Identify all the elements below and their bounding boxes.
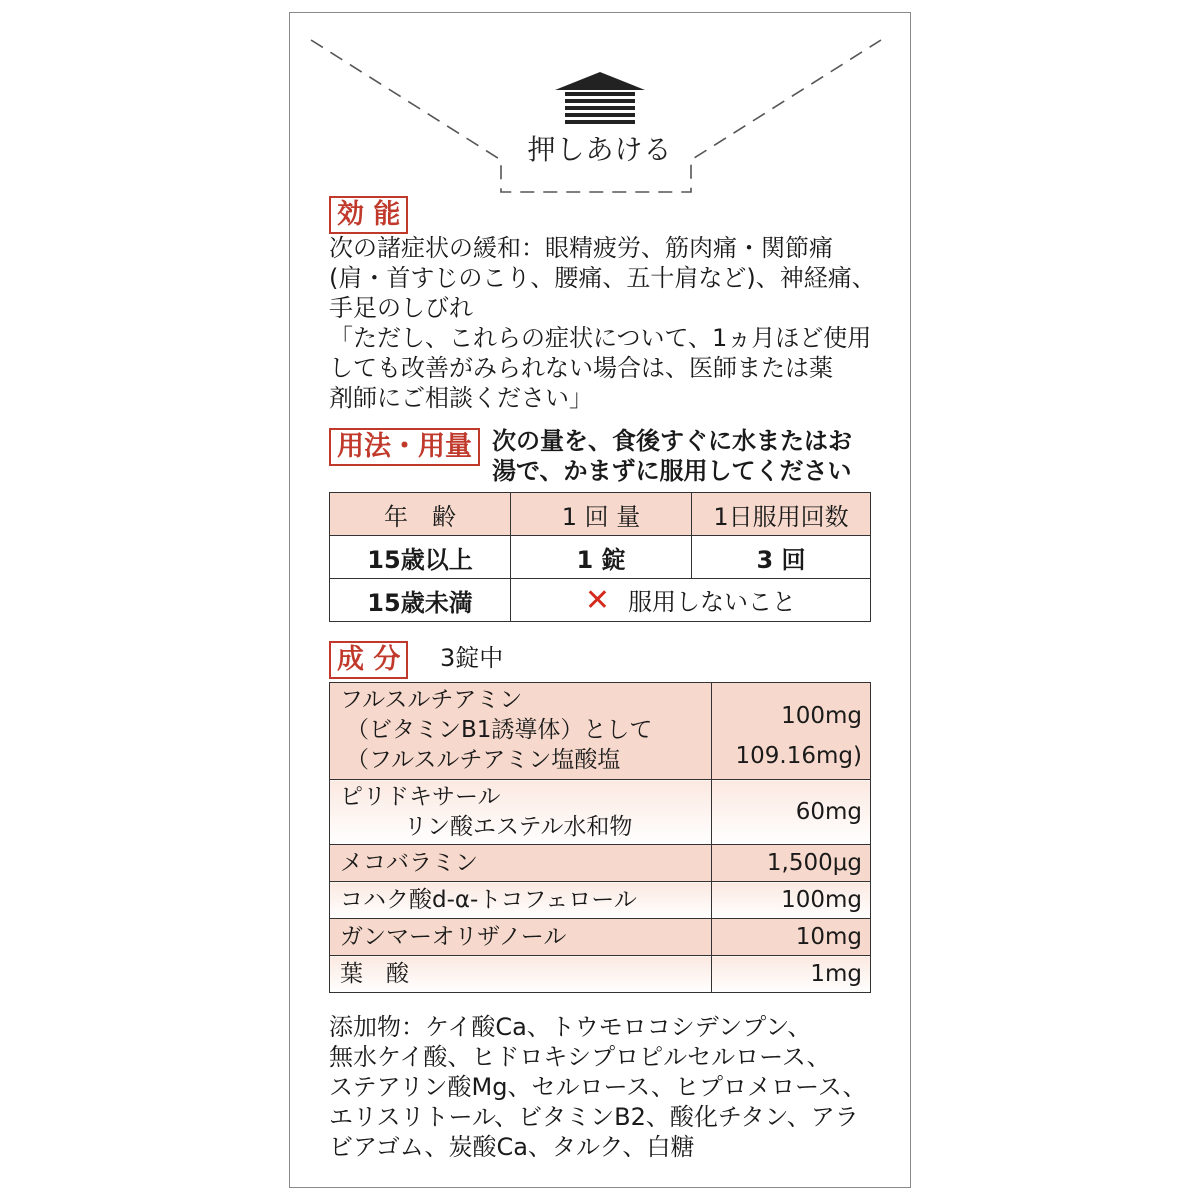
table-row (330, 683, 871, 780)
table-row (330, 845, 871, 882)
efficacy-line-1: 次の諸症状の緩和：眼精疲労、筋肉痛・関節痛 (329, 234, 833, 262)
efficacy-line-5: しても改善がみられない場合は、医師または薬 (329, 354, 833, 382)
dosage-line-1: 次の量を、食後すぐに水またはお (492, 427, 852, 455)
efficacy-line-4: 「ただし、これらの症状について、1ヵ月ほど使用 (329, 324, 872, 352)
additives-line-1: 添加物：ケイ酸Ca、トウモロコシデンプン、 (329, 1013, 812, 1041)
ingredient-value-line: 100mg (781, 703, 862, 729)
row-times: 3 回 (692, 536, 871, 579)
ingredient-name: メコバラミン (330, 845, 712, 882)
efficacy-line-6: 剤師にご相談ください」 (329, 384, 593, 412)
row-age: 15歳以上 (330, 536, 511, 579)
ingredient-name: ガンマーオリザノール (330, 919, 712, 956)
ingredients-table (329, 682, 871, 993)
header-age: 年 齢 (330, 493, 511, 536)
ingredient-value: 10mg (712, 919, 871, 956)
ingredients-per: 3錠中 (440, 644, 504, 672)
table-row (330, 579, 871, 622)
ingredient-value (712, 683, 871, 780)
efficacy-heading: 効 能 (329, 196, 408, 234)
row-not-allowed (511, 579, 871, 622)
ingredient-name-line: ピリドキサール (340, 784, 501, 810)
table-row (330, 780, 871, 845)
row-amount: 1 錠 (511, 536, 692, 579)
table-row (330, 882, 871, 919)
header-times: 1日服用回数 (692, 493, 871, 536)
cross-icon: ✕ (584, 583, 611, 618)
dosage-heading: 用法・用量 (329, 428, 480, 466)
ingredient-name: コハク酸d-α-トコフェロール (330, 882, 712, 919)
header-amount: 1 回 量 (511, 493, 692, 536)
ingredient-name-line: フルスルチアミン (340, 687, 523, 713)
ingredient-name-line: （ビタミンB1誘導体）として (346, 717, 653, 743)
ingredient-value: 1,500μg (712, 845, 871, 882)
dosage-table (329, 492, 871, 622)
row-age-under: 15歳未満 (330, 579, 511, 622)
ingredients-heading: 成 分 (329, 641, 408, 679)
ingredient-name: 葉 酸 (330, 956, 712, 993)
table-row (330, 919, 871, 956)
table-row (330, 956, 871, 993)
ingredient-name-line: （フルスルチアミン塩酸塩 (346, 747, 621, 773)
table-row (330, 536, 871, 579)
additives-line-5: ビアゴム、炭酸Ca、タルク、白糖 (329, 1133, 695, 1161)
push-arrow-icon (555, 72, 645, 126)
additives-line-4: エリスリトール、ビタミンB2、酸化チタン、アラ (329, 1103, 859, 1131)
push-open-label[interactable]: 押しあける (527, 133, 673, 166)
dosage-table-header (330, 493, 871, 536)
additives-line-3: ステアリン酸Mg、セルロース、ヒプロメロース、 (329, 1073, 867, 1101)
dosage-line-2: 湯で、かまずに服用してください (492, 457, 852, 485)
ingredient-value: 100mg (712, 882, 871, 919)
ingredient-value: 60mg (712, 780, 871, 845)
efficacy-line-3: 手足のしびれ (329, 294, 473, 322)
ingredient-name (330, 780, 712, 845)
ingredient-value: 1mg (712, 956, 871, 993)
efficacy-line-2: (肩・首すじのこり、腰痛、五十肩など)、神経痛、 (329, 264, 876, 292)
ingredient-name-line: リン酸エステル水和物 (404, 814, 633, 840)
additives-line-2: 無水ケイ酸、ヒドロキシプロピルセルロース、 (329, 1043, 831, 1071)
not-allowed-note: 服用しないこと (628, 588, 797, 616)
ingredient-value-line: 109.16mg) (735, 743, 862, 769)
ingredient-name (330, 683, 712, 780)
